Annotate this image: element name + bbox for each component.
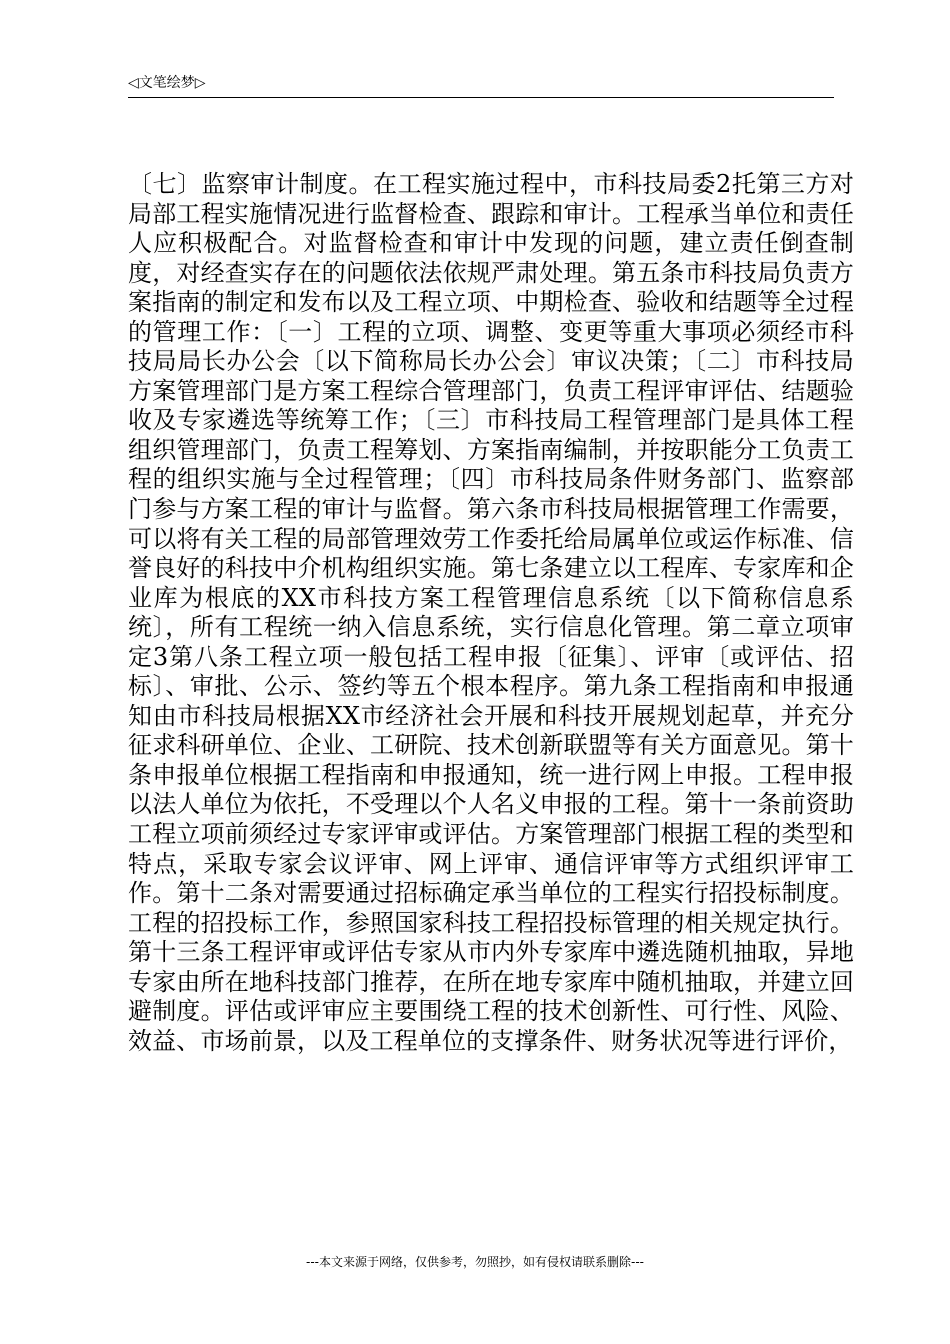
- footer-notice: ---本文来源于网络，仅供参考，勿照抄，如有侵权请联系删除---: [306, 1255, 644, 1269]
- header-title: ◁文笔绘梦▷: [128, 75, 206, 91]
- page-header: [128, 64, 834, 98]
- body-paragraph: 〔七〕监察审计制度。在工程实施过程中，市科技局委2托第三方对局部工程实施情况进行监督检查、跟踪和审计。工程承当单位和责任人应积极配合。对监督检查和审计中发现的问题，建立责任倒查制度，对经查实存在的问题依法依规严肃处理。第五条市科技局负责方案指南的制定和发布以及工程立项、中期检查、验收和结题等全过程的管理工作：〔一〕工程的立项、调整、变更等重大事项必须经市科技局局长办公会〔以下简称局长办公会〕审议决策；〔二〕市科技局方案管理部门是方案工程综合管理部门，负责工程评审评估、结题验收及专家遴选等统筹工作；〔三〕市科技局工程管理部门是具体工程组织管理部门，负责工程筹划、方案指南编制，并按职能分工负责工程的组织实施与全过程管理；〔四〕市科技局条件财务部门、监察部门参与方案工程的审计与监督。第六条市科技局根据管理工作需要，可以将有关工程的局部管理效劳工作委托给局属单位或运作标准、信誉良好的科技中介机构组织实施。第七条建立以工程库、专家库和企业库为根底的XX市科技方案工程管理信息系统〔以下简称信息系统〕，所有工程统一纳入信息系统，实行信息化管理。第二章立项审定3第八条工程立项一般包括工程申报〔征集〕、评审〔或评估、招标〕、审批、公示、签约等五个根本程序。第九条工程指南和申报通知由市科技局根据XX市经济社会开展和科技开展规划起草，并充分征求科研单位、企业、工研院、技术创新联盟等有关方面意见。第十条申报单位根据工程指南和申报通知，统一进行网上申报。工程申报以法人单位为依托，不受理以个人名义申报的工程。第十一条前资助工程立项前须经过专家评审或评估。方案管理部门根据工程的类型和特点，采取专家会议评审、网上评审、通信评审等方式组织评审工作。第十二条对需要通过招标确定承当单位的工程实行招投标制度。工程的招投标工作，参照国家科技工程招投标管理的相关规定执行。第十三条工程评审或评估专家从市内外专家库中遴选随机抽取，异地专家由所在地科技部门推荐，在所在地专家库中随机抽取，并建立回避制度。评估或评审应主要围绕工程的技术创新性、可行性、风险、效益、市场前景，以及工程单位的支撑条件、财务状况等进行评价，: [128, 170, 854, 1055]
